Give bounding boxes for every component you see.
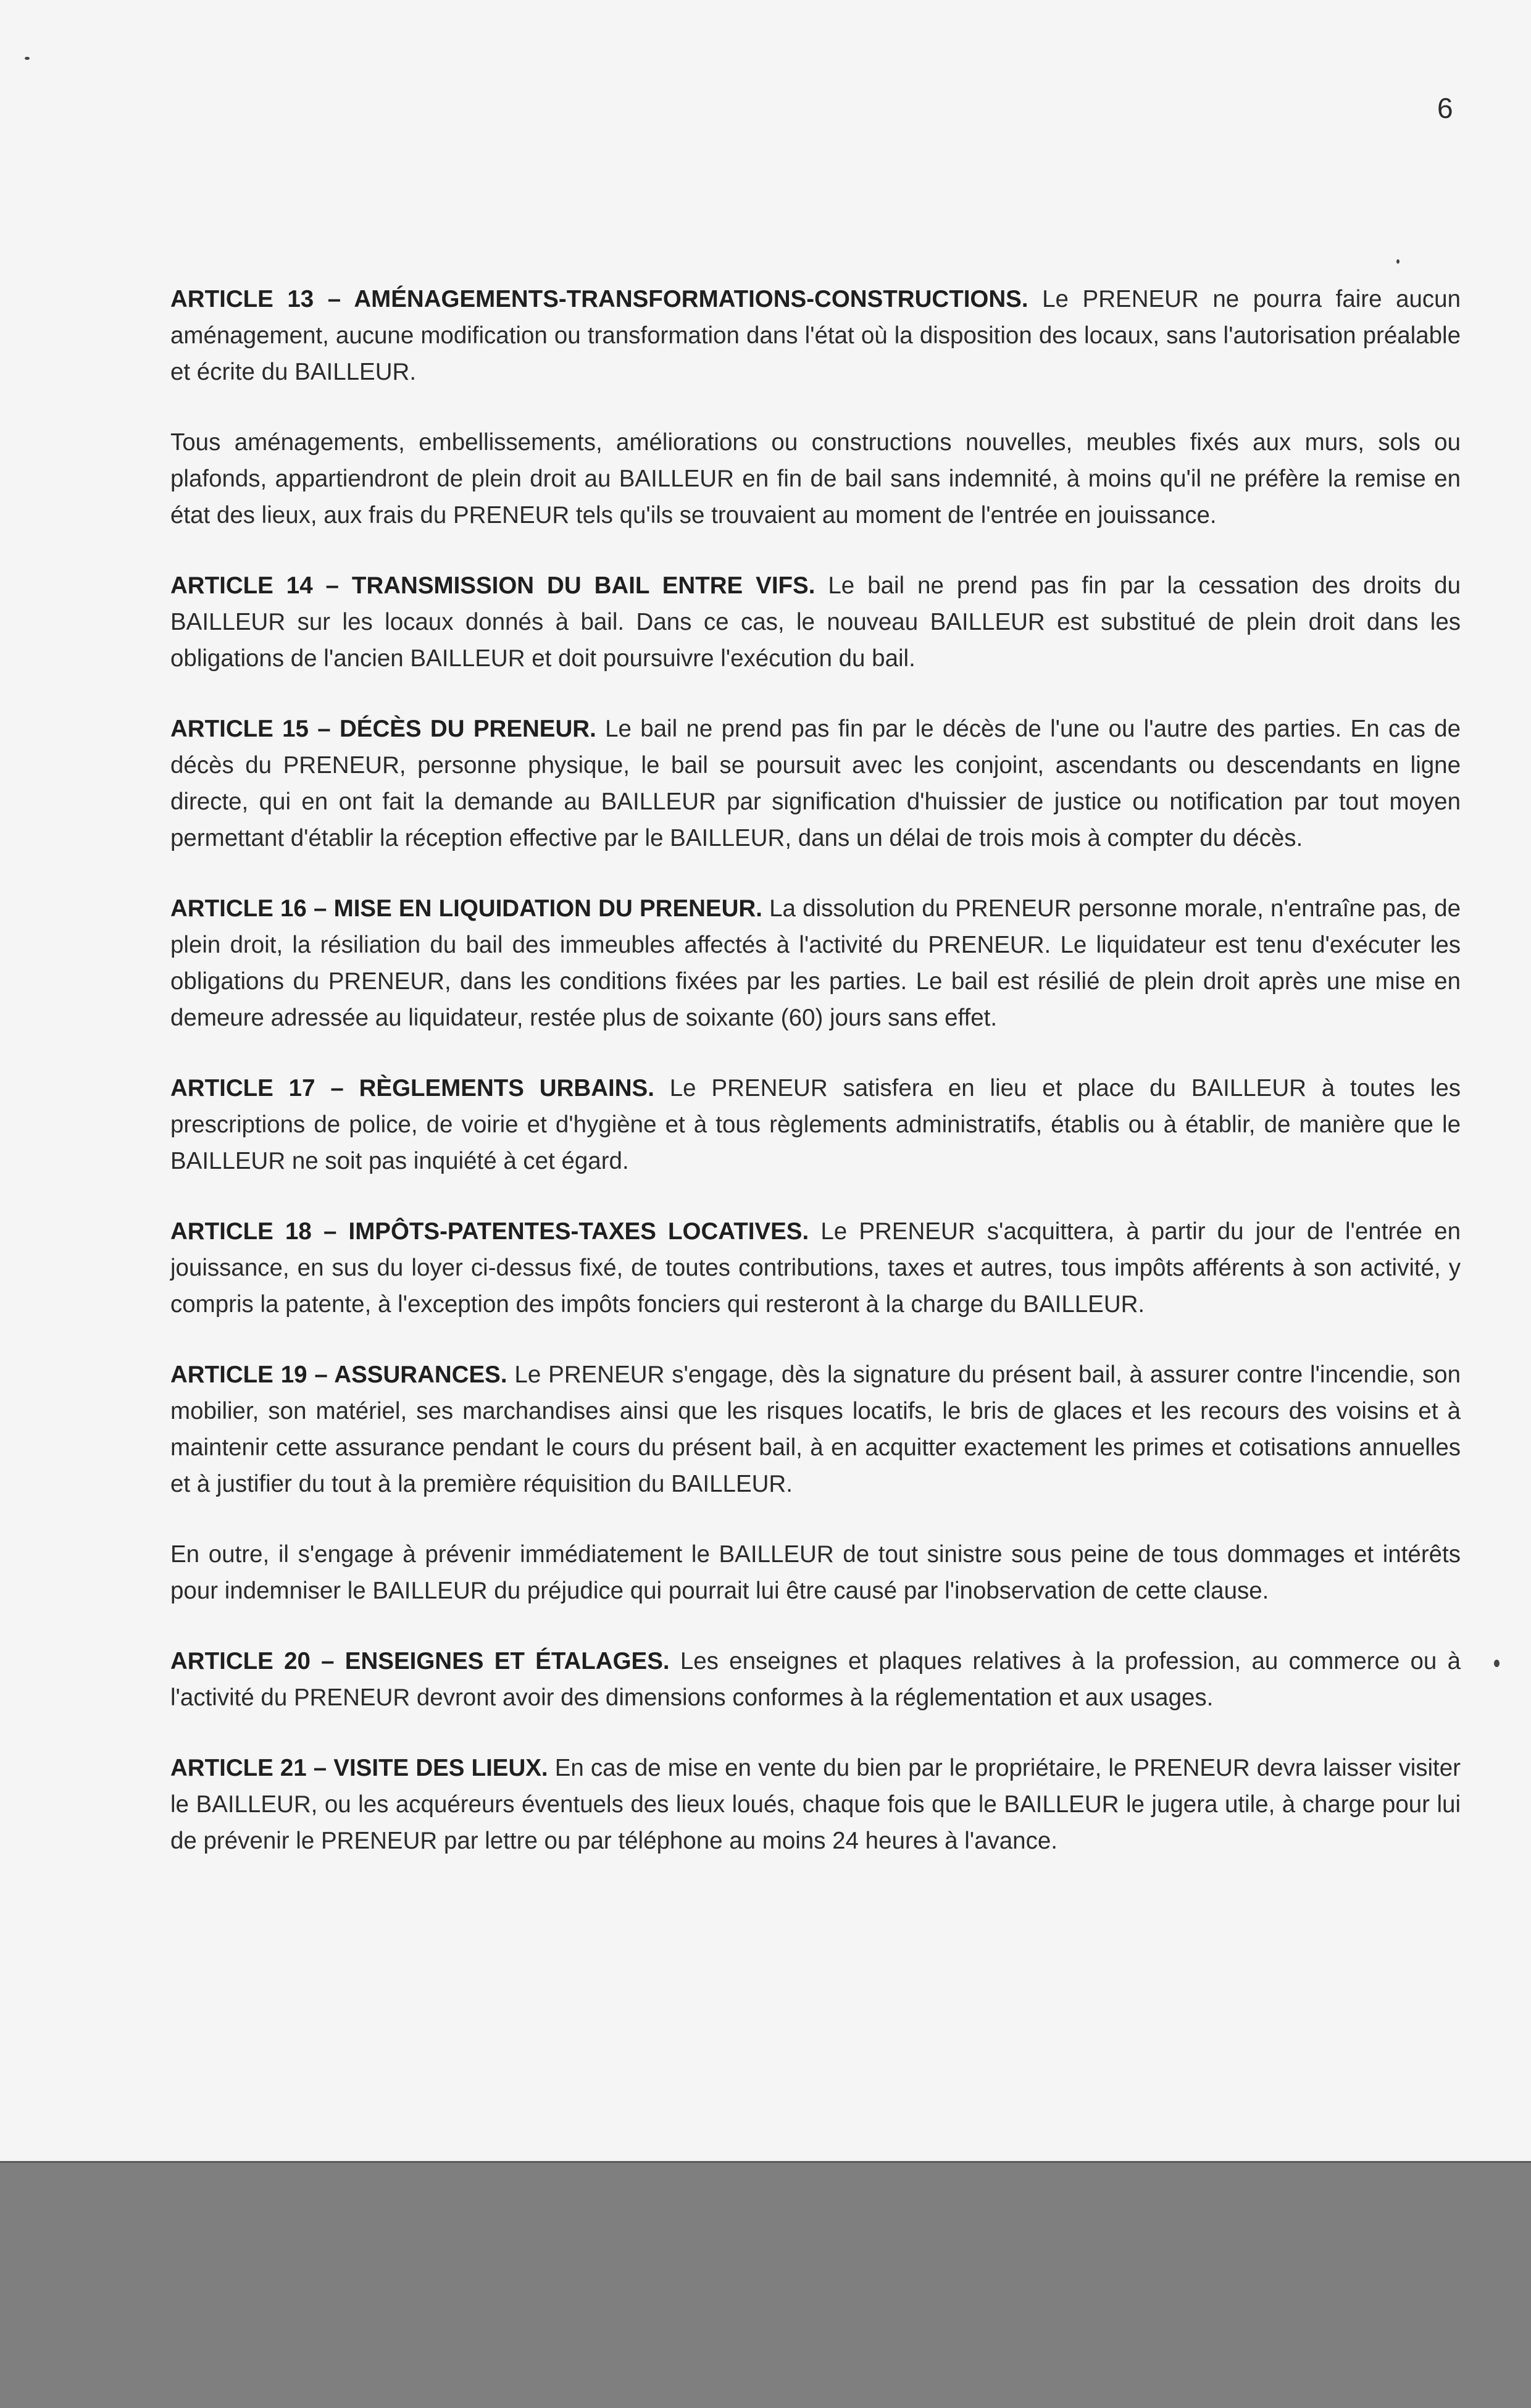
article-14-paragraph xyxy=(170,567,1461,677)
article-16-paragraph xyxy=(170,890,1461,1036)
article-text: Le bail ne prend pas fin par le décès de l'une ou l'autre des parties. En cas de décès du PRENEUR, personne physique, le bail se poursuit avec les conjoint, ascendants ou descendants en ligne directe, qui en ont fait la demande au BAILLEUR par signification d'huissier de justice ou notification par tout moyen permettant d'établir la réception effective par le BAILLEUR, dans un délai de trois mois à compter du décès. xyxy=(170,716,1461,851)
document-body xyxy=(170,281,1461,1893)
article-text: Le PRENEUR s'engage, dès la signature du présent bail, à assurer contre l'incendie, son mobilier, son matériel, ses marchandises ainsi que les risques locatifs, le bris de glaces et les recours des voisins et à maintenir cette assurance pendant le cours du présent bail, à en acquitter exactement les primes et cotisations annuelles et à justifier du tout à la première réquisition du BAILLEUR. xyxy=(170,1361,1461,1497)
article-13-continuation xyxy=(170,424,1461,533)
article-text: Le bail ne prend pas fin par la cessation des droits du BAILLEUR sur les locaux donnés à bail. Dans ce cas, le nouveau BAILLEUR est substitué de plein droit dans les obligations de l'ancien BAILLEUR et doit poursuivre l'exécution du bail. xyxy=(170,572,1461,672)
scanner-background xyxy=(0,2161,1531,2408)
article-20-paragraph xyxy=(170,1643,1461,1716)
article-heading: ARTICLE 13 – AMÉNAGEMENTS-TRANSFORMATIONS-CONSTRUCTIONS. xyxy=(170,286,1028,312)
article-heading: ARTICLE 20 – ENSEIGNES ET ÉTALAGES. xyxy=(170,1648,670,1674)
article-18-paragraph xyxy=(170,1213,1461,1323)
article-heading: ARTICLE 18 – IMPÔTS-PATENTES-TAXES LOCATIVES. xyxy=(170,1218,809,1245)
article-19-continuation xyxy=(170,1536,1461,1609)
article-text: Les enseignes et plaques relatives à la profession, au commerce ou à l'activité du PRENEUR devront avoir des dimensions conformes à la réglementation et aux usages. xyxy=(170,1648,1461,1711)
article-heading: ARTICLE 14 – TRANSMISSION DU BAIL ENTRE VIFS. xyxy=(170,572,816,599)
article-heading: ARTICLE 21 – VISITE DES LIEUX. xyxy=(170,1755,548,1781)
article-text: En cas de mise en vente du bien par le propriétaire, le PRENEUR devra laisser visiter le BAILLEUR, ou les acquéreurs éventuels des lieux loués, chaque fois que le BAILLEUR le jugera utile, à charge pour lui de prévenir le PRENEUR par lettre ou par téléphone au moins 24 heures à l'avance. xyxy=(170,1755,1461,1854)
article-heading: ARTICLE 19 – ASSURANCES. xyxy=(170,1361,507,1388)
article-text: Tous aménagements, embellissements, améliorations ou constructions nouvelles, meubles fixés aux murs, sols ou plafonds, appartiendront de plein droit au BAILLEUR en fin de bail sans indemnité, à moins qu'il ne préfère la remise en état des lieux, aux frais du PRENEUR tels qu'ils se trouvaient au moment de l'entrée en jouissance. xyxy=(170,429,1461,529)
article-heading: ARTICLE 16 – MISE EN LIQUIDATION DU PRENEUR. xyxy=(170,895,762,922)
scan-speck xyxy=(25,57,30,60)
article-21-paragraph xyxy=(170,1750,1461,1859)
page-number: 6 xyxy=(1437,92,1453,124)
article-text: En outre, il s'engage à prévenir immédiatement le BAILLEUR de tout sinistre sous peine de tous dommages et intérêts pour indemniser le BAILLEUR du préjudice qui pourrait lui être causé par l'inobservation de cette clause. xyxy=(170,1541,1461,1604)
article-heading: ARTICLE 17 – RÈGLEMENTS URBAINS. xyxy=(170,1075,654,1102)
article-heading: ARTICLE 15 – DÉCÈS DU PRENEUR. xyxy=(170,716,596,742)
scan-speck xyxy=(1494,1660,1500,1667)
article-19-paragraph xyxy=(170,1357,1461,1502)
article-17-paragraph xyxy=(170,1070,1461,1179)
article-13-paragraph xyxy=(170,281,1461,390)
scan-speck xyxy=(1396,259,1400,264)
article-text: La dissolution du PRENEUR personne morale, n'entraîne pas, de plein droit, la résiliation du bail des immeubles affectés à l'activité du PRENEUR. Le liquidateur est tenu d'exécuter les obligations du PRENEUR, dans les conditions fixées par les parties. Le bail est résilié de plein droit après une mise en demeure adressée au liquidateur, restée plus de soixante (60) jours sans effet. xyxy=(170,895,1461,1031)
article-text: Le PRENEUR ne pourra faire aucun aménagement, aucune modification ou transformation dans l'état où la disposition des locaux, sans l'autorisation préalable et écrite du BAILLEUR. xyxy=(170,286,1461,385)
article-15-paragraph xyxy=(170,711,1461,856)
article-text: Le PRENEUR s'acquittera, à partir du jour de l'entrée en jouissance, en sus du loyer ci-dessus fixé, de toutes contributions, taxes et autres, tous impôts afférents à son activité, y compris la patente, à l'exception des impôts fonciers qui resteront à la charge du BAILLEUR. xyxy=(170,1218,1461,1318)
article-text: Le PRENEUR satisfera en lieu et place du BAILLEUR à toutes les prescriptions de police, de voirie et d'hygiène et à tous règlements administratifs, établis ou à établir, de manière que le BAILLEUR ne soit pas inquiété à cet égard. xyxy=(170,1075,1461,1174)
